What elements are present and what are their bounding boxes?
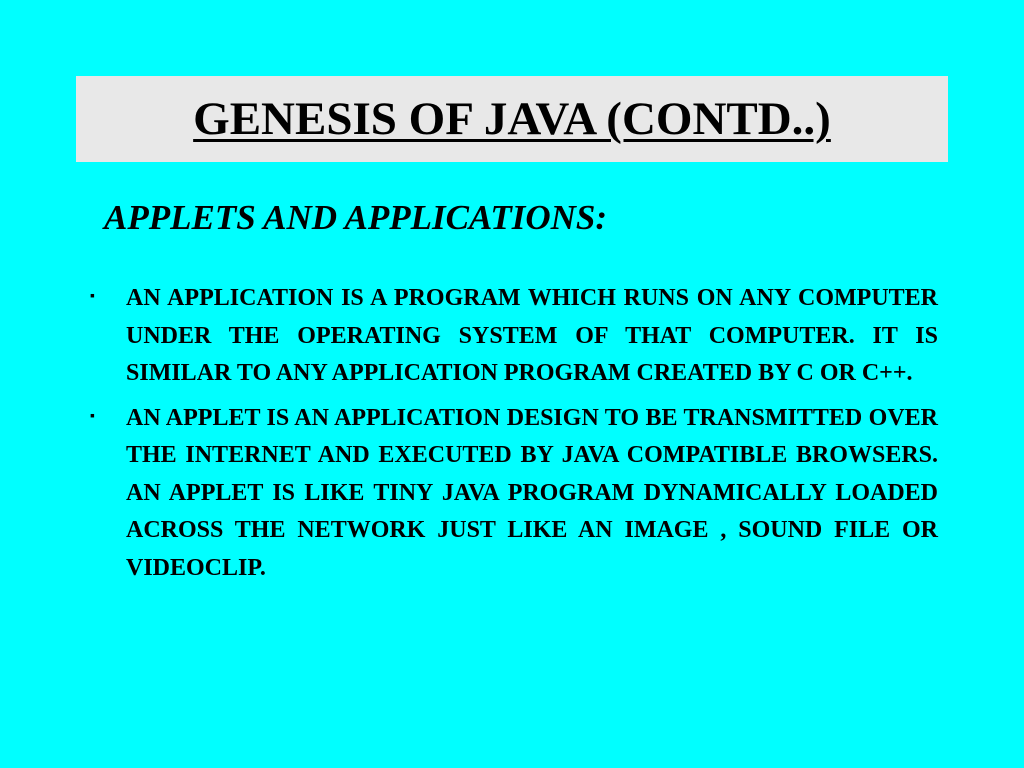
slide-subtitle: APPLETS AND APPLICATIONS: — [104, 198, 608, 237]
bullet-item — [86, 400, 938, 588]
square-bullet-icon: ▪ — [90, 289, 95, 304]
slide-title: GENESIS OF JAVA (CONTD..) — [193, 93, 831, 145]
square-bullet-icon: ▪ — [90, 408, 95, 424]
title-box — [76, 76, 948, 162]
bullet-text: AN APPLICATION IS A PROGRAM WHICH RUNS ON ANY COMPUTER UNDER THE OPERATING SYSTEM OF THAT COMPUTER. IT IS SIMILAR TO ANY APPLICATION PROGRAM CREATED BY C OR C++. — [126, 285, 938, 386]
bullet-list — [86, 280, 938, 594]
bullet-text: AN APPLET IS AN APPLICATION DESIGN TO BE TRANSMITTED OVER THE INTERNET AND EXECUTED BY JAVA COMPATIBLE BROWSERS. AN APPLET IS LIKE TINY JAVA PROGRAM DYNAMICALLY LOADED ACROSS THE NETWORK JUST LIKE AN IMAGE , SOUND FILE OR VIDEOCLIP. — [126, 404, 938, 581]
bullet-item — [86, 280, 938, 393]
